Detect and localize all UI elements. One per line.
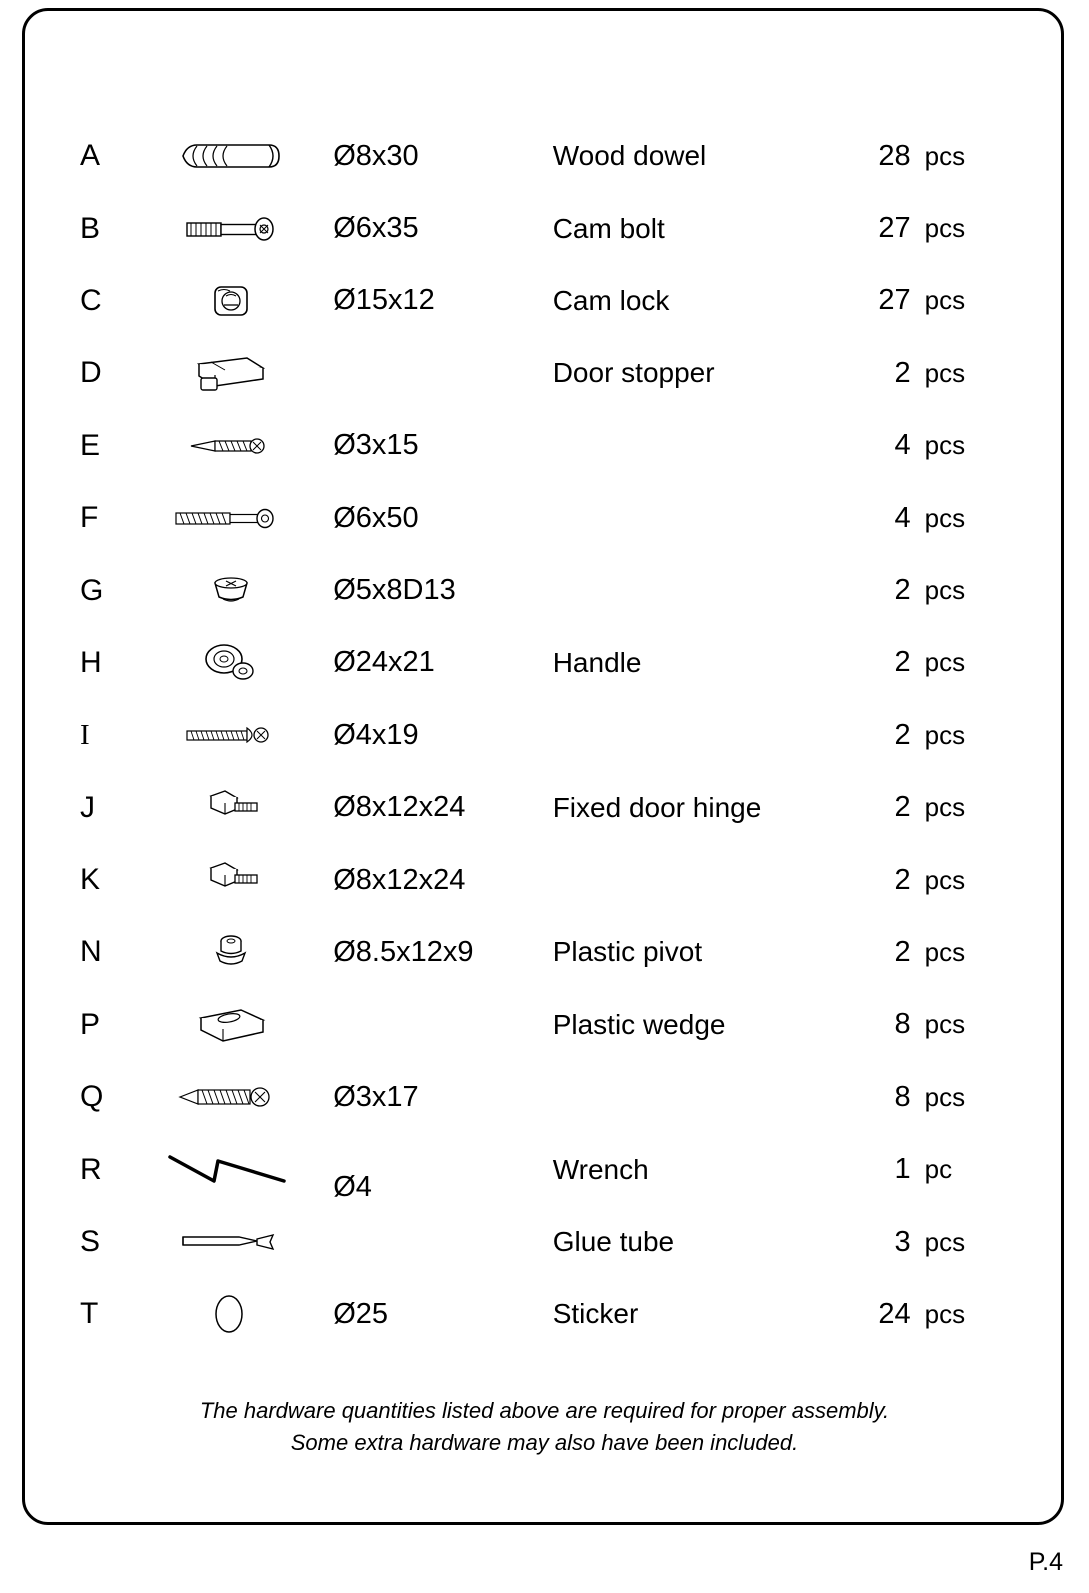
part-unit: pcs xyxy=(924,864,966,895)
part-unit: pcs xyxy=(924,1009,966,1040)
part-letter: C xyxy=(80,283,102,317)
part-qty: 4 xyxy=(894,501,911,534)
part-name: Fixed door hinge xyxy=(552,791,762,823)
table-row xyxy=(60,337,980,409)
table-row xyxy=(60,265,980,337)
part-qty: 27 xyxy=(878,284,911,317)
part-unit: pcs xyxy=(924,1298,966,1329)
part-name: Cam bolt xyxy=(552,212,665,244)
part-unit: pcs xyxy=(924,719,966,750)
part-spec: Ø8.5x12x9 xyxy=(333,935,474,968)
glue-tube-icon xyxy=(137,1212,325,1272)
part-unit: pcs xyxy=(924,357,966,388)
table-row xyxy=(60,482,980,554)
part-spec: Ø8x12x24 xyxy=(333,791,466,824)
wood-screw-icon xyxy=(137,1067,325,1127)
part-unit: pcs xyxy=(924,647,966,678)
part-spec: Ø4 xyxy=(333,1170,372,1203)
part-qty: 8 xyxy=(894,1080,911,1113)
table-row xyxy=(60,192,980,264)
part-spec: Ø4x19 xyxy=(333,718,419,751)
part-qty: 2 xyxy=(894,574,911,607)
part-qty: 8 xyxy=(894,1008,911,1041)
part-unit: pcs xyxy=(924,502,966,533)
table-row xyxy=(60,1278,980,1350)
part-spec: Ø8x12x24 xyxy=(333,863,466,896)
table-row xyxy=(60,1133,980,1205)
wood-dowel-icon xyxy=(137,126,325,186)
part-spec: Ø5x8D13 xyxy=(333,574,456,607)
part-letter: B xyxy=(80,211,101,245)
part-letter: F xyxy=(80,501,99,535)
part-letter: R xyxy=(80,1152,102,1186)
page-number: P.4 xyxy=(1028,1548,1063,1576)
part-name: Plastic pivot xyxy=(552,936,703,968)
part-unit: pcs xyxy=(924,140,966,171)
part-letter: Q xyxy=(80,1080,104,1114)
part-qty: 24 xyxy=(878,1297,911,1330)
part-spec: Ø6x35 xyxy=(333,212,419,245)
part-name: Sticker xyxy=(552,1298,639,1330)
part-letter: I xyxy=(80,718,90,751)
part-unit: pcs xyxy=(924,285,966,316)
part-unit: pc xyxy=(924,1154,953,1185)
part-name: Cam lock xyxy=(552,284,670,316)
part-qty: 2 xyxy=(894,718,911,751)
part-letter: K xyxy=(80,863,101,897)
part-letter: T xyxy=(80,1297,99,1331)
plastic-wedge-icon xyxy=(137,995,325,1055)
part-spec: Ø25 xyxy=(333,1297,389,1330)
part-spec: Ø3x17 xyxy=(333,1080,419,1113)
sticker-icon xyxy=(137,1284,325,1344)
part-unit: pcs xyxy=(924,430,966,461)
table-row xyxy=(60,699,980,771)
table-row xyxy=(60,772,980,844)
long-bolt-icon xyxy=(137,488,325,548)
table-row xyxy=(60,844,980,916)
part-name: Handle xyxy=(552,646,642,678)
part-qty: 4 xyxy=(894,429,911,462)
part-spec: Ø8x30 xyxy=(333,139,419,172)
assembly-note-line2: Some extra hardware may also have been included. xyxy=(290,1430,799,1455)
part-unit: pcs xyxy=(924,213,966,244)
part-letter: P xyxy=(80,1007,101,1041)
part-letter: H xyxy=(80,645,102,679)
part-qty: 2 xyxy=(894,791,911,824)
hardware-parts-table xyxy=(60,120,980,1351)
part-name: Plastic wedge xyxy=(552,1008,726,1040)
part-unit: pcs xyxy=(924,1226,966,1257)
part-letter: A xyxy=(80,139,101,173)
part-letter: D xyxy=(80,356,102,390)
table-row xyxy=(60,916,980,988)
table-row xyxy=(60,120,980,192)
part-spec: Ø3x15 xyxy=(333,429,419,462)
part-name: Wood dowel xyxy=(552,140,707,172)
handle-icon xyxy=(137,633,325,693)
part-name: Door stopper xyxy=(552,357,715,389)
part-unit: pcs xyxy=(924,575,966,606)
table-row xyxy=(60,1206,980,1278)
part-letter: J xyxy=(80,790,95,824)
part-qty: 2 xyxy=(894,646,911,679)
table-row xyxy=(60,627,980,699)
plastic-pivot-icon xyxy=(137,922,325,982)
part-qty: 2 xyxy=(894,863,911,896)
part-unit: pcs xyxy=(924,936,966,967)
screw-head-icon xyxy=(137,561,325,621)
part-letter: S xyxy=(80,1225,101,1259)
part-spec: Ø6x50 xyxy=(333,501,419,534)
machine-screw-icon xyxy=(137,705,325,765)
table-row xyxy=(60,554,980,626)
door-stopper-icon xyxy=(137,343,325,403)
hinge-pin-icon xyxy=(137,778,325,838)
part-name: Wrench xyxy=(552,1153,649,1185)
hinge-pin-icon xyxy=(137,850,325,910)
part-letter: G xyxy=(80,573,104,607)
part-spec: Ø15x12 xyxy=(333,284,435,317)
part-qty: 3 xyxy=(894,1225,911,1258)
table-row xyxy=(60,410,980,482)
part-qty: 2 xyxy=(894,356,911,389)
small-screw-icon xyxy=(137,416,325,476)
part-letter: E xyxy=(80,428,101,462)
part-unit: pcs xyxy=(924,792,966,823)
part-qty: 2 xyxy=(894,935,911,968)
assembly-note xyxy=(0,1395,1089,1459)
part-name: Glue tube xyxy=(552,1226,675,1258)
part-qty: 1 xyxy=(894,1153,911,1186)
part-spec: Ø24x21 xyxy=(333,646,435,679)
part-letter: N xyxy=(80,935,102,969)
cam-bolt-icon xyxy=(137,199,325,259)
table-row xyxy=(60,1061,980,1133)
part-unit: pcs xyxy=(924,1081,966,1112)
part-qty: 27 xyxy=(878,212,911,245)
cam-lock-icon xyxy=(137,271,325,331)
wrench-icon xyxy=(137,1140,325,1200)
table-row xyxy=(60,989,980,1061)
part-qty: 28 xyxy=(878,139,911,172)
assembly-note-line1: The hardware quantities listed above are required for proper assembly. xyxy=(199,1398,890,1423)
